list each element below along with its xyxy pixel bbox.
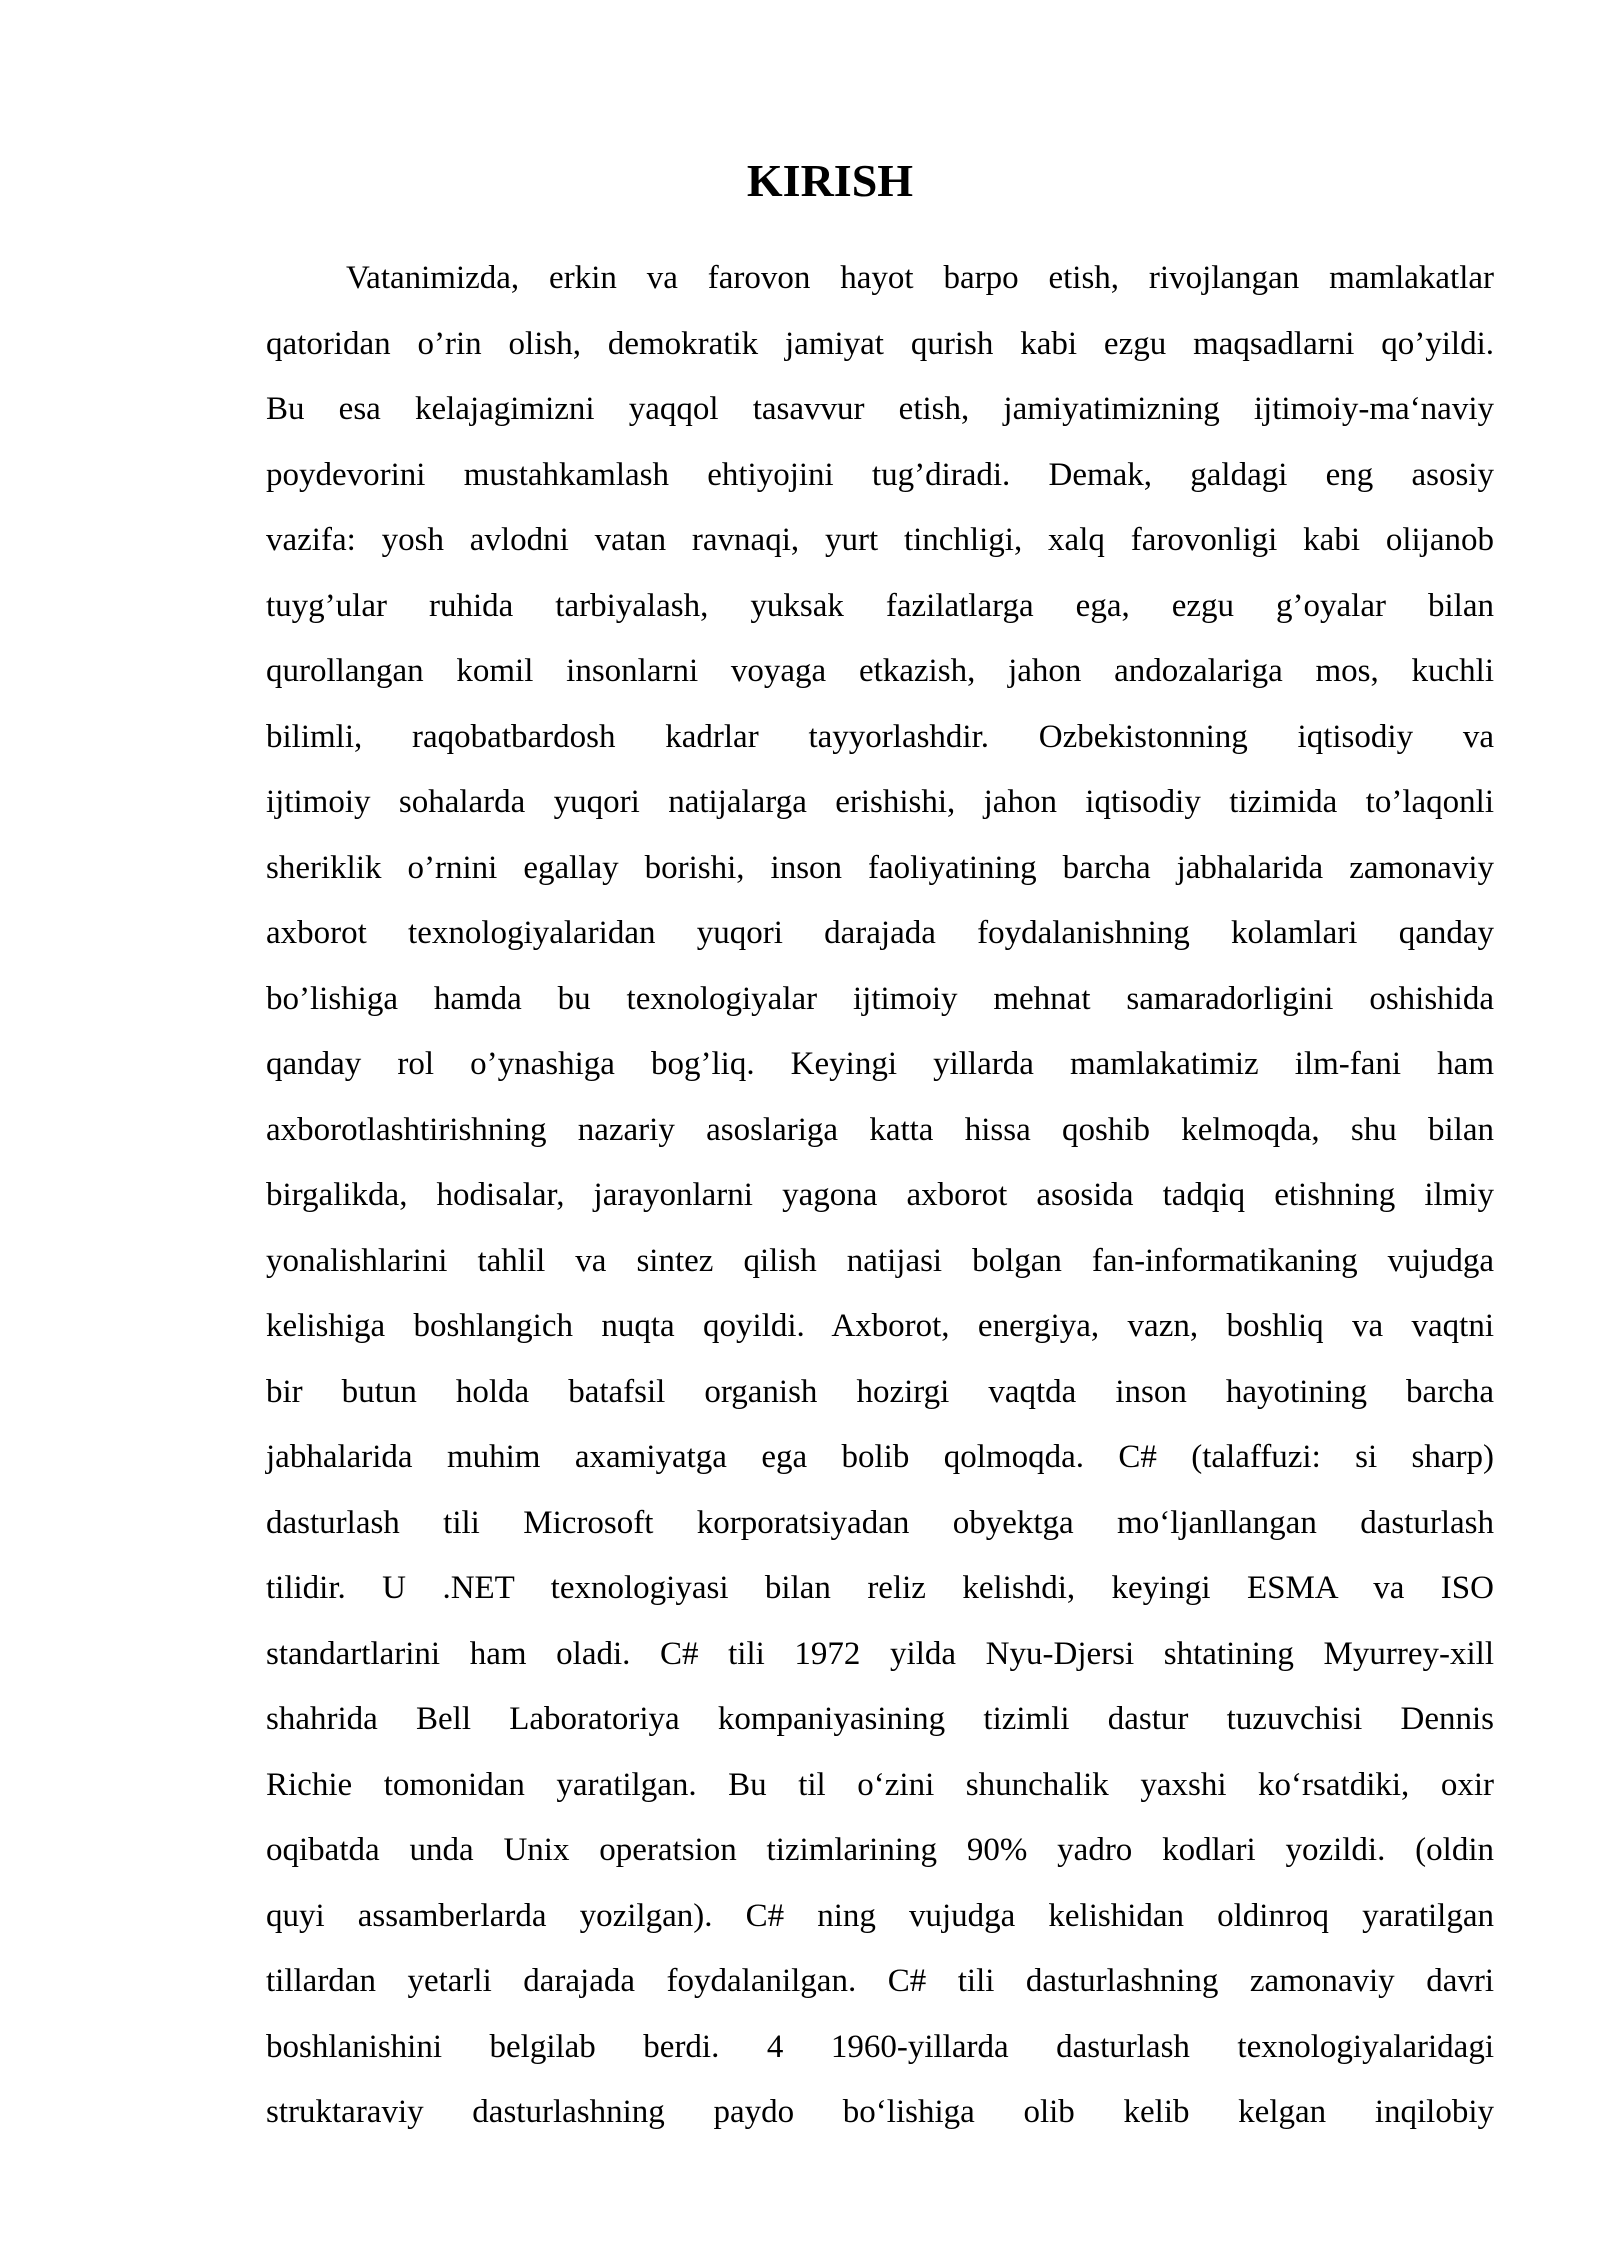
- text-line: struktaraviy dasturlashning paydo bo‘lishiga olib kelib kelgan inqilobiy: [266, 2094, 1494, 2130]
- text-line: qatoridan o’rin olish, demokratik jamiyat qurish kabi ezgu maqsadlarni qo’yildi.: [266, 325, 1494, 362]
- text-line: qanday rol o’ynashiga bog’liq. Keyingi yillarda mamlakatimiz ilm-fani ham: [266, 1046, 1494, 1082]
- text-line: poydevorini mustahkamlash ehtiyojini tug’diradi. Demak, galdagi eng asosiy: [266, 456, 1494, 493]
- text-line: tilidir. U .NET texnologiyasi bilan reliz kelishdi, keyingi ESMA va ISO: [266, 1570, 1494, 1606]
- text-line: jabhalarida muhim axamiyatga ega bolib qolmoqda. C# (talaffuzi: si sharp): [266, 1439, 1494, 1475]
- text-line: kelishiga boshlangich nuqta qoyildi. Axborot, energiya, vazn, boshliq va vaqtni: [266, 1308, 1494, 1344]
- text-line: Bu esa kelajagimizni yaqqol tasavvur etish, jamiyatimizning ijtimoiy-ma‘naviy: [266, 391, 1494, 427]
- text-line: sheriklik o’rnini egallay borishi, inson faoliyatining barcha jabhalarida zamonaviy: [266, 849, 1494, 886]
- text-line: ijtimoiy sohalarda yuqori natijalarga erishishi, jahon iqtisodiy tizimida to’laqonli: [266, 784, 1494, 820]
- body-paragraph: [266, 246, 1494, 2146]
- text-line: tillardan yetarli darajada foydalanilgan. C# tili dasturlashning zamonaviy davri: [266, 1963, 1494, 1999]
- text-line: standartlarini ham oladi. C# tili 1972 yilda Nyu-Djersi shtatining Myurrey-xill: [266, 1635, 1494, 1672]
- text-line: qurollangan komil insonlarni voyaga etkazish, jahon andozalariga mos, kuchli: [266, 653, 1494, 689]
- text-line: oqibatda unda Unix operatsion tizimlarining 90% yadro kodlari yozildi. (oldin: [266, 1832, 1494, 1868]
- text-line: birgalikda, hodisalar, jarayonlarni yagona axborot asosida tadqiq etishning ilmiy: [266, 1177, 1494, 1213]
- text-line: vazifa: yosh avlodni vatan ravnaqi, yurt tinchligi, xalq farovonligi kabi olijanob: [266, 522, 1494, 558]
- text-line: shahrida Bell Laboratoriya kompaniyasining tizimli dastur tuzuvchisi Dennis: [266, 1701, 1494, 1737]
- text-line: axborot texnologiyalaridan yuqori darajada foydalanishning kolamlari qanday: [266, 915, 1494, 951]
- text-line: bir butun holda batafsil organish hozirgi vaqtda inson hayotining barcha: [266, 1373, 1494, 1410]
- text-line: bo’lishiga hamda bu texnologiyalar ijtimoiy mehnat samaradorligini oshishida: [266, 980, 1494, 1017]
- text-line: boshlanishini belgilab berdi. 4 1960-yillarda dasturlash texnologiyalaridagi: [266, 2028, 1494, 2065]
- text-line: yonalishlarini tahlil va sintez qilish natijasi bolgan fan-informatikaning vujudga: [266, 1242, 1494, 1279]
- text-line: dasturlash tili Microsoft korporatsiyadan obyektga mo‘ljanllangan dasturlash: [266, 1504, 1494, 1541]
- text-line: axborotlashtirishning nazariy asoslariga katta hissa qoshib kelmoqda, shu bilan: [266, 1111, 1494, 1148]
- text-line: Richie tomonidan yaratilgan. Bu til o‘zini shunchalik yaxshi ko‘rsatdiki, oxir: [266, 1766, 1494, 1803]
- text-line: bilimli, raqobatbardosh kadrlar tayyorlashdir. Ozbekistonning iqtisodiy va: [266, 718, 1494, 755]
- text-line: Vatanimizda, erkin va farovon hayot barpo etish, rivojlangan mamlakatlar: [346, 260, 1494, 296]
- page-title: KIRISH: [746, 155, 914, 206]
- text-line: quyi assamberlarda yozilgan). C# ning vujudga kelishidan oldinroq yaratilgan: [266, 1897, 1494, 1934]
- text-line: tuyg’ular ruhida tarbiyalash, yuksak fazilatlarga ega, ezgu g’oyalar bilan: [266, 587, 1494, 624]
